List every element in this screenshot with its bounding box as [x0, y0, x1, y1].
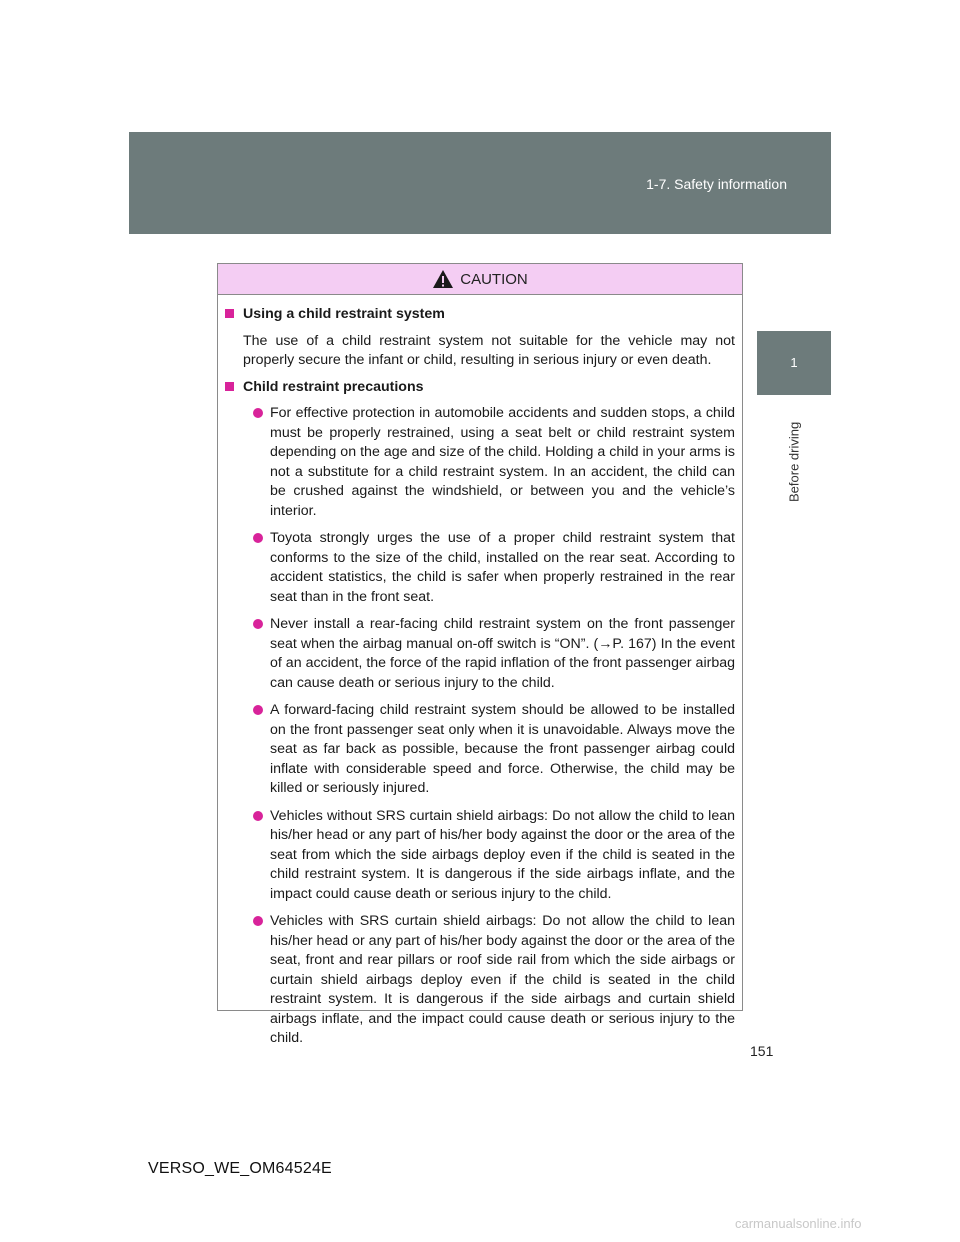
round-bullet-icon	[253, 705, 263, 715]
chapter-tab	[757, 331, 831, 395]
round-bullet-icon	[253, 619, 263, 629]
round-bullet-icon	[253, 408, 263, 418]
caution-box	[217, 263, 743, 1046]
list-item: Toyota strongly urges the use of a proper child restraint system that conforms to the size of the child, installed on the rear seat. According to accident statistics, the child is safer when properly restrained in the rear seat than in the front seat.	[253, 529, 735, 607]
list-item: For effective protection in automobile accidents and sudden stops, a child must be properly restrained, using a seat belt or child restraint system depending on the age and size of the child. Holding a child in your arms is not a substitute for a child restraint system. In an accident, the child can be crushed against the windshield, or between you and the vehicle’s interior.	[253, 404, 735, 521]
chapter-number: 1	[790, 355, 798, 370]
precautions-list	[225, 404, 735, 1049]
caution-body	[218, 295, 742, 1049]
warning-triangle-icon	[432, 269, 454, 289]
section-title: 1-7. Safety information	[646, 176, 787, 192]
list-item: Vehicles without SRS curtain shield airbags: Do not allow the child to lean his/her head or any part of his/her body against the door or the area of the seat from which the side airbags deploy even if the child is seated in the child restraint system. It is dangerous if the side airbags inflate, and the impact could cause death or serious injury to the child.	[253, 807, 735, 905]
round-bullet-icon	[253, 916, 263, 926]
document-code: VERSO_WE_OM64524E	[148, 1160, 332, 1177]
list-item: Never install a rear-facing child restraint system on the front passenger seat when the airbag manual on-off switch is “ON”. (→P. 167) In the event of an accident, the force of the rapid inflation of the front passenger airbag can cause death or serious injury to the child.	[253, 615, 735, 693]
section-paragraph: The use of a child restraint system not suitable for the vehicle may not properly secure the infant or child, resulting in serious injury or even death.	[243, 332, 735, 368]
section-heading: Child restraint precautions	[225, 378, 735, 398]
round-bullet-icon	[253, 811, 263, 821]
chapter-label: Before driving	[786, 421, 802, 502]
watermark: carmanualsonline.info	[735, 1216, 862, 1231]
square-bullet-icon	[225, 382, 234, 391]
page-number: 151	[750, 1043, 774, 1059]
section-heading: Using a child restraint system	[225, 305, 735, 325]
square-bullet-icon	[225, 309, 234, 318]
caution-header	[218, 264, 742, 295]
header-band	[129, 132, 831, 234]
list-item: A forward-facing child restraint system should be allowed to be installed on the front passenger seat only when it is unavoidable. Always move the seat as far back as possible, because the front passenger airbag could inflate with considerable speed and force. Otherwise, the child may be killed or seriously injured.	[253, 701, 735, 799]
caution-title: CAUTION	[460, 270, 528, 288]
round-bullet-icon	[253, 533, 263, 543]
list-item: Vehicles with SRS curtain shield airbags: Do not allow the child to lean his/her head or any part of his/her body against the door or the area of the seat, front and rear pillars or roof side rail from which the side airbags or curtain shield airbags deploy even if the child is seated in the child restraint system. It is dangerous if the side airbags and curtain shield airbags inflate, and the impact could cause death or serious injury to the child.	[253, 912, 735, 1049]
